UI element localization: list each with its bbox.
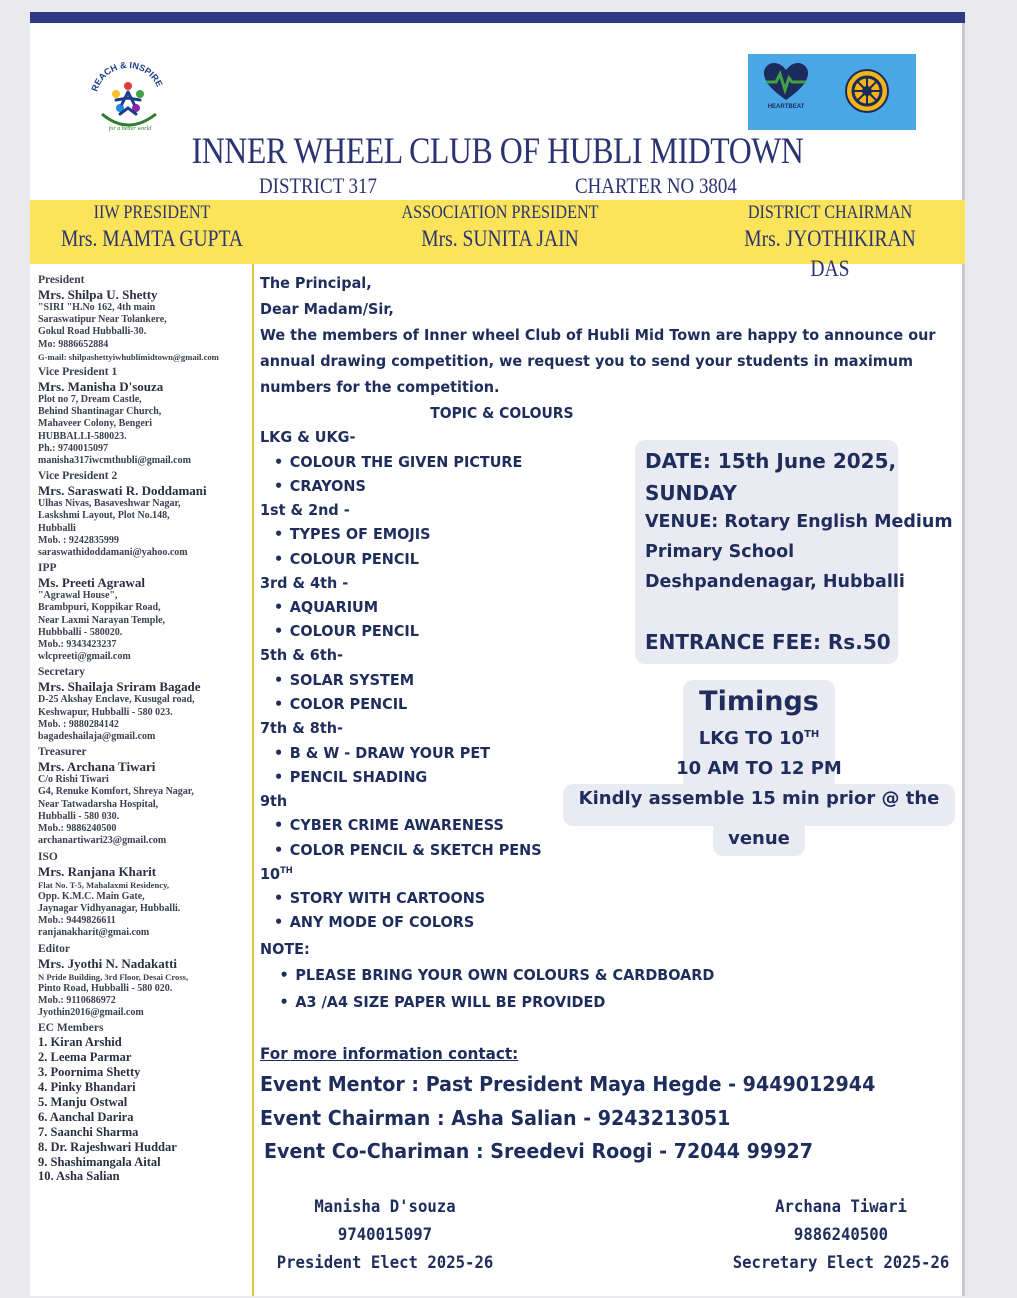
top-border-bar [30,12,965,23]
signature-title: Secretary Elect 2025-26 [732,1253,950,1273]
signature-name: Manisha D'souza [314,1197,456,1217]
contact-event-mentor: Event Mentor : Past President Maya Hegde - 9449012944 [260,1072,876,1096]
category-lkg-ukg: LKG & UKG- [260,428,356,446]
category-item: • AQUARIUM [290,598,378,616]
ec-member: 8. Dr. Rajeshwari Huddar [38,1139,177,1154]
event-day: SUNDAY [645,481,738,505]
timings-box [563,680,955,856]
ec-member: 3. Poornima Shetty [38,1065,141,1080]
category-item: • TYPES OF EMOJIS [290,525,431,543]
office-bearer-block [38,274,252,363]
category-item: • SOLAR SYSTEM [290,671,414,689]
office-bearer-detail: C/o Rishi Tiwari [38,774,109,786]
contact-event-cochairman: Event Co-Chariman : Sreedevi Roogi - 72044 99927 [264,1139,813,1163]
office-bearers-sidebar [30,264,252,1296]
category-item: • ANY MODE OF COLORS [290,913,474,931]
letter-para-line-1: We the members of Inner wheel Club of Hubli Mid Town are happy to announce our [260,326,936,344]
timings-note-2: venue [728,828,790,849]
office-bearer-block [38,666,252,743]
office-bearer-detail: Gokul Road Hubballi-30. [38,326,147,338]
category-item: • B & W - DRAW YOUR PET [290,744,490,762]
ec-member: 4. Pinky Bhandari [38,1080,136,1095]
category-10th [260,865,293,883]
entrance-fee: ENTRANCE FEE: Rs.50 [645,630,891,654]
timings-title: Timings [699,686,819,717]
ec-members-block [38,1022,252,1184]
signature-name: Archana Tiwari [775,1197,907,1217]
office-bearer-role: Treasurer [38,746,87,759]
contact-heading: For more information contact: [260,1044,519,1063]
category-7th-8th: 7th & 8th- [260,719,343,737]
officer-role: DISTRICT CHAIRMAN [747,202,913,223]
office-bearer-block [38,366,252,467]
event-venue-line-1: VENUE: Rotary English Medium [645,512,953,532]
heartbeat-icon [762,62,810,102]
topic-heading: TOPIC & COLOURS [430,404,574,422]
ec-member: 10. Asha Salian [38,1169,120,1184]
charter-label: CHARTER NO 3804 [575,173,737,198]
category-5th-6th: 5th & 6th- [260,646,343,664]
office-bearer-detail: archanartiwari23@gmail.com [38,835,167,847]
category-10th-sup: TH [280,865,293,876]
office-bearer-block [38,470,252,559]
office-bearer-detail: Jaynagar Vidhyanagar, Hubballi. [38,902,181,914]
office-bearer-detail: "Agrawal House", [38,590,118,602]
rotary-wheel-icon [844,68,890,114]
office-bearer-name: Mrs. Shilpa U. Shetty [38,287,158,302]
category-item: • CYBER CRIME AWARENESS [290,816,504,834]
office-bearer-block [38,562,252,663]
office-bearer-detail: Flat No. T-5, Mahalaxmi Residency, [38,879,170,890]
office-bearer-name: Mrs. Shailaja Sriram Bagade [38,679,201,695]
category-item: • COLOUR PENCIL [290,550,419,568]
office-bearer-detail: Near Tatwadarsha Hospital, [38,798,159,810]
category-item: • PENCIL SHADING [290,768,427,786]
letter-para-line-2: annual drawing competition, we request you to send your students in maximum [260,352,914,370]
category-9th: 9th [260,792,288,810]
office-bearer-detail: Brambpuri, Koppikar Road, [38,602,161,614]
office-bearer-detail: Pinto Road, Hubballi - 580 020. [38,982,173,994]
office-bearer-detail: Mob.: 9449826611 [38,915,116,927]
office-bearer-detail: Mob. : 9880284142 [38,718,119,730]
reach-inspire-logo [82,50,174,142]
office-bearer-block [38,943,252,1020]
signature-phone: 9886240500 [793,1225,889,1245]
office-bearer-name: Mrs. Archana Tiwari [38,759,156,775]
heartbeat-text: HEARTBEAT [767,104,805,110]
office-bearer-detail: "SIRI "H.No 162, 4th main [38,302,156,313]
letter-page [30,12,965,1296]
office-bearer-detail: N Pride Building, 3rd Floor, Desai Cross, [38,971,189,982]
event-venue-line-2: Primary School [645,542,795,562]
office-bearer-detail: Plot no 7, Dream Castle, [38,394,142,406]
category-10th-label: 10 [260,865,281,883]
ec-member: 9. Shashimangala Aital [38,1154,161,1169]
svg-text:for a better world: for a better world [108,126,152,132]
logo-left-text: REACH & INSPIRE [89,59,165,93]
office-bearer-detail: D-25 Akshay Enclave, Kusugal road, [38,694,195,706]
ec-member: 1. Kiran Arshid [38,1035,122,1050]
officer-name: Mrs. JYOTHIKIRAN DAS [744,226,916,281]
office-bearer-detail: Opp. K.M.C. Main Gate, [38,890,145,902]
category-3rd-4th: 3rd & 4th - [260,574,349,592]
officer-iiw-president [42,202,262,254]
office-bearer-detail: G-mail: shilpashettyiwhublimidtown@gmail.com [38,351,219,362]
office-bearer-name: Mrs. Saraswati R. Doddamani [38,483,207,499]
office-bearer-block [38,746,252,847]
timings-classes-sup: TH [804,729,820,740]
office-bearer-name: Mrs. Ranjana Kharit [38,863,157,879]
office-bearer-detail: Hubballi [38,522,76,534]
office-bearer-detail: Ph.: 9740015097 [38,442,108,454]
office-bearer-role: ISO [38,850,58,863]
letter-recipient: The Principal, [260,274,372,292]
category-1st-2nd: 1st & 2nd - [260,501,350,519]
office-bearer-detail: Jyothin2016@gmail.com [38,1007,144,1019]
timings-note-1: Kindly assemble 15 min prior @ the [578,788,940,809]
office-bearer-role: IPP [38,562,57,575]
office-bearer-detail: Ulhas Nivas, Basaveshwar Nagar, [38,498,181,510]
ec-member: 2. Leema Parmar [38,1050,132,1065]
category-item: • COLOR PENCIL [290,695,407,713]
ec-member: 5. Manju Ostwal [38,1094,128,1109]
office-bearer-detail: Near Laxmi Narayan Temple, [38,614,166,626]
office-bearer-detail: Keshwapur, Hubballi - 580 023. [38,706,173,718]
club-title: INNER WHEEL CLUB OF HUBLI MIDTOWN [191,131,804,172]
signature-title: President Elect 2025-26 [276,1253,494,1273]
office-bearer-role: President [38,274,85,286]
office-bearer-detail: ranjanakharit@gmai.com [38,927,150,939]
office-bearer-name: Ms. Preeti Agrawal [38,575,145,591]
heartbeat-rotary-logos [748,54,916,130]
office-bearer-detail: Mob.: 9110686972 [38,994,116,1006]
officer-name: Mrs. MAMTA GUPTA [60,226,244,251]
contact-event-chairman: Event Chairman : Asha Salian - 9243213051 [260,1106,731,1130]
office-bearer-name: Mrs. Jyothi N. Nadakatti [38,955,178,971]
ec-member: 7. Saanchi Sharma [38,1124,139,1139]
officer-association-president [360,202,640,254]
category-item: • COLOUR PENCIL [290,622,419,640]
event-venue-line-3: Deshpandenagar, Hubballi [645,572,905,592]
officer-role: IIW PRESIDENT [93,202,211,223]
officers-band [30,200,965,281]
office-bearer-detail: Saraswatipur Near Tolankere, [38,314,167,326]
office-bearer-role: Vice President 2 [38,470,118,483]
office-bearer-detail: Behind Shantinagar Church, [38,406,162,418]
category-item: • STORY WITH CARTOONS [290,889,485,907]
office-bearer-detail: bagadeshailaja@gmail.com [38,731,156,743]
timings-time: 10 AM TO 12 PM [676,758,842,779]
office-bearer-detail: Mo: 9886652884 [38,338,109,350]
district-label: DISTRICT 317 [259,173,377,198]
office-bearer-detail: Mob. : 9242835999 [38,534,119,546]
officer-district-chairman [710,202,950,284]
office-bearer-detail: Mob.: 9343423237 [38,639,117,651]
letter-para-line-3: numbers for the competition. [260,378,500,396]
officer-role: ASSOCIATION PRESIDENT [401,202,599,223]
office-bearer-detail: manisha317iwcmthubli@gmail.com [38,455,191,467]
office-bearer-role: Secretary [38,666,86,679]
office-bearer-name: Mrs. Manisha D'souza [38,379,164,395]
office-bearer-detail: Mahaveer Colony, Bengeri [38,418,152,430]
office-bearer-detail: Hubballi - 580 030. [38,810,120,822]
office-bearer-detail: wlcpreeti@gmail.com [38,651,131,663]
office-bearer-role: Vice President 1 [38,366,118,379]
office-bearer-detail: G4, Renuke Komfort, Shreya Nagar, [38,786,194,798]
office-bearer-role: Editor [38,942,70,955]
office-bearer-detail: Hubbballi - 580020. [38,626,123,638]
ec-member: 6. Aanchal Darira [38,1109,134,1124]
letter-salutation: Dear Madam/Sir, [260,300,394,318]
office-bearer-detail: saraswathidoddamani@yahoo.com [38,547,188,559]
signature-secretary-elect [728,1193,954,1277]
event-date: DATE: 15th June 2025, [645,449,897,473]
office-bearer-block [38,851,252,940]
note-item: • PLEASE BRING YOUR OWN COLOURS & CARDBOARD [295,966,714,984]
office-bearer-detail: Laskshmi Layout, Plot No.148, [38,510,170,522]
note-heading: NOTE: [260,940,310,958]
category-item: • CRAYONS [290,477,366,495]
timings-classes-label: LKG TO 10 [698,728,805,749]
signature-president-elect [270,1193,500,1277]
note-item: • A3 /A4 SIZE PAPER WILL BE PROVIDED [295,993,605,1011]
timings-classes [563,728,955,749]
category-item: • COLOR PENCIL & SKETCH PENS [290,841,542,859]
sidebar-divider [252,264,254,1296]
signature-phone: 9740015097 [337,1225,433,1245]
office-bearer-detail: HUBBALLI-580023. [38,430,127,442]
ec-members-title: EC Members [38,1022,104,1035]
office-bearer-detail: Mob.: 9886240500 [38,823,117,835]
category-item: • COLOUR THE GIVEN PICTURE [290,453,523,471]
officer-name: Mrs. SUNITA JAIN [421,226,579,251]
